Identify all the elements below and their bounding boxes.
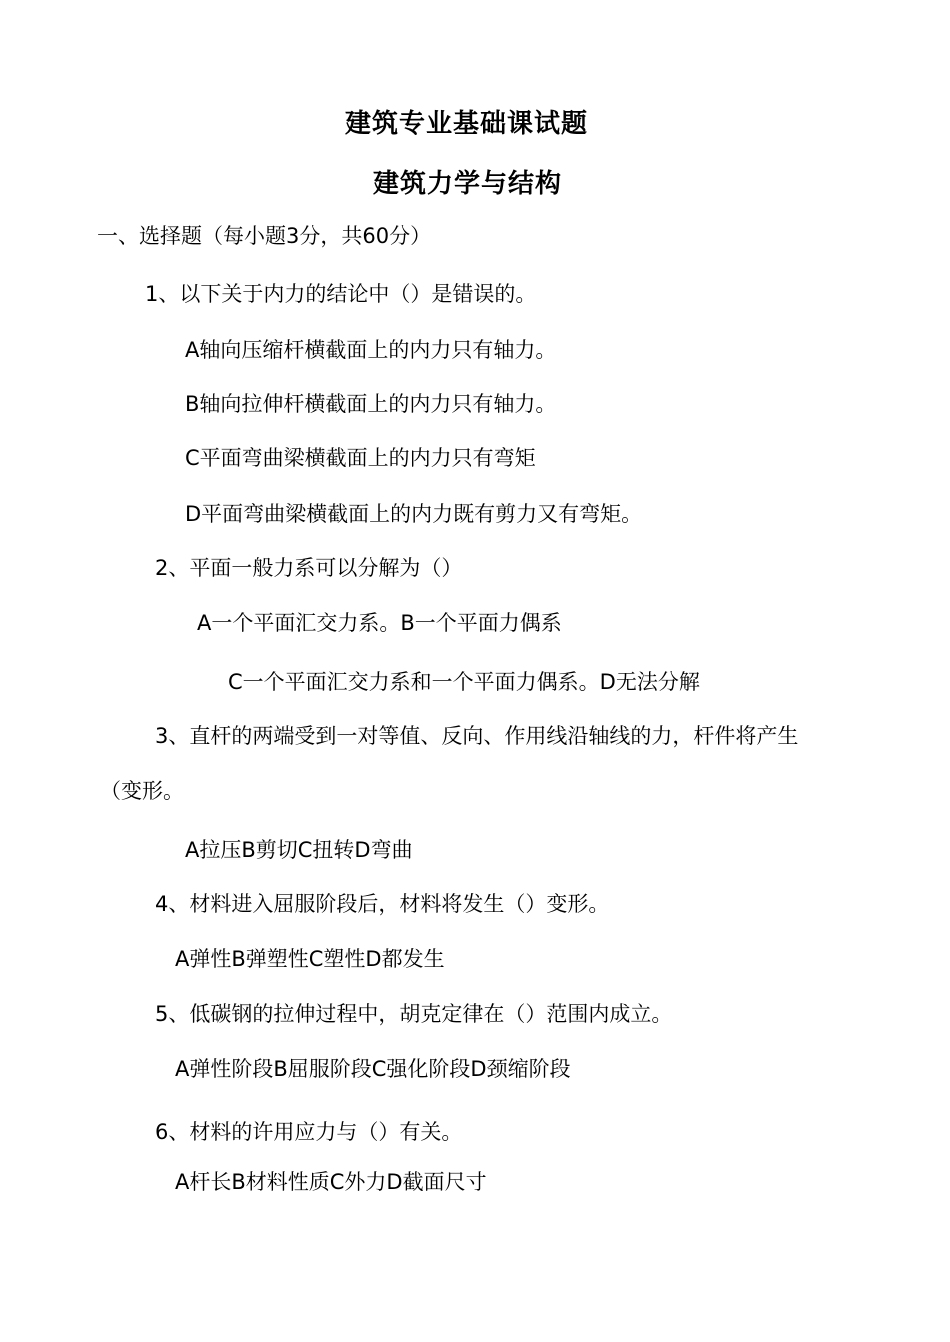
question-1-option-c: C平面弯曲梁横截面上的内力只有弯矩 (185, 446, 536, 470)
document-subtitle: 建筑力学与结构 (373, 169, 563, 199)
question-5-stem: 5、低碳钢的拉伸过程中，胡克定律在（）范围内成立。 (155, 1002, 673, 1026)
question-6-options: A杆长B材料性质C外力D截面尺寸 (175, 1170, 487, 1194)
question-1-option-b: B轴向拉伸杆横截面上的内力只有轴力。 (185, 392, 557, 416)
question-1-option-a: A轴向压缩杆横截面上的内力只有轴力。 (185, 338, 557, 362)
question-4-options: A弹性B弹塑性C塑性D都发生 (175, 947, 445, 971)
question-1-stem: 1、以下关于内力的结论中（）是错误的。 (145, 282, 537, 306)
question-2-options-line-1: A一个平面汇交力系。B一个平面力偶系 (197, 611, 562, 635)
question-6-stem: 6、材料的许用应力与（）有关。 (155, 1120, 463, 1144)
question-3-stem-continued: （变形。 (100, 779, 184, 803)
question-3-options: A拉压B剪切C扭转D弯曲 (185, 838, 413, 862)
question-3-stem: 3、直杆的两端受到一对等值、反向、作用线沿轴线的力，杆件将产生 (155, 724, 799, 748)
section-heading: 一、选择题（每小题3分，共60分） (97, 224, 432, 248)
document-title: 建筑专业基础课试题 (345, 109, 589, 139)
question-2-options-line-2: C一个平面汇交力系和一个平面力偶系。D无法分解 (228, 670, 700, 694)
question-5-options: A弹性阶段B屈服阶段C强化阶段D颈缩阶段 (175, 1057, 571, 1081)
question-2-stem: 2、平面一般力系可以分解为（） (155, 556, 463, 580)
question-4-stem: 4、材料进入屈服阶段后，材料将发生（）变形。 (155, 892, 610, 916)
question-1-option-d: D平面弯曲梁横截面上的内力既有剪力又有弯矩。 (185, 502, 643, 526)
